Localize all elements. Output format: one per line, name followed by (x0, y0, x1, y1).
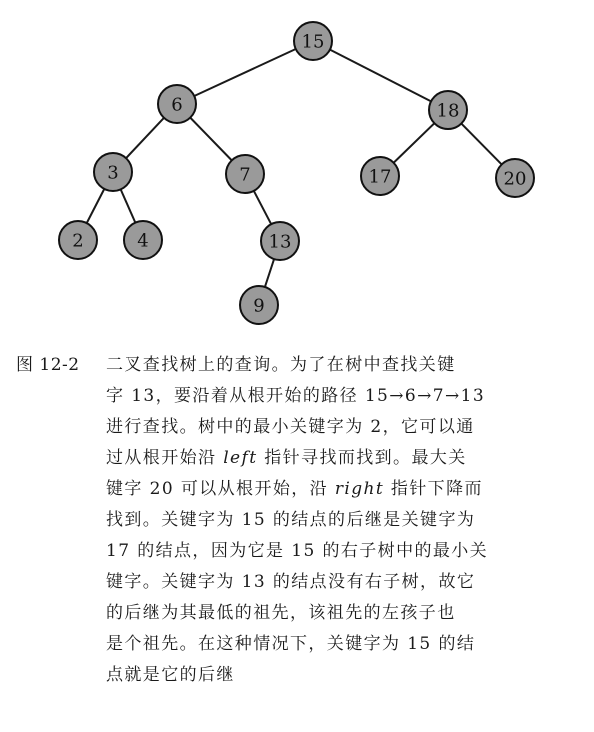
caption-code-term: left (223, 448, 258, 468)
tree-node-key: 6 (171, 94, 183, 116)
figure-caption-text (106, 350, 582, 691)
tree-node (294, 22, 332, 60)
caption-line (106, 505, 582, 536)
caption-text: 进行查找。树中的最小关键字为 2，它可以通 (106, 417, 475, 437)
tree-edge (194, 49, 296, 96)
tree-edge (121, 189, 136, 222)
caption-line (106, 660, 582, 691)
tree-node (94, 153, 132, 191)
tree-node (158, 85, 196, 123)
caption-text: 字 13，要沿着从根开始的路径 15→6→7→13 (106, 386, 486, 406)
tree-edge (190, 118, 232, 161)
tree-edge (254, 191, 271, 224)
caption-text: 键字。关键字为 13 的结点没有右子树，故它 (106, 572, 476, 592)
tree-node-key: 9 (253, 295, 265, 317)
binary-search-tree-diagram (0, 0, 594, 340)
tree-edge (87, 189, 105, 223)
tree-node (226, 155, 264, 193)
tree-node (361, 157, 399, 195)
caption-text: 键字 20 可以从根开始，沿 (106, 479, 335, 499)
tree-node (261, 222, 299, 260)
caption-text: 过从根开始沿 (106, 448, 224, 468)
tree-node (429, 91, 467, 129)
tree-node-key: 18 (436, 100, 460, 122)
caption-text: 指针下降而 (384, 479, 483, 499)
caption-text: 二叉查找树上的查询。为了在树中查找关键 (106, 355, 456, 375)
caption-text: 的后继为其最低的祖先，该祖先的左孩子也 (106, 603, 456, 623)
tree-edge (126, 118, 164, 158)
caption-line (106, 443, 582, 474)
caption-line (106, 536, 582, 567)
caption-line (106, 381, 582, 412)
tree-edge (330, 50, 431, 102)
caption-text: 是个祖先。在这种情况下，关键字为 15 的结 (106, 634, 476, 654)
tree-node (59, 221, 97, 259)
tree-node-key: 7 (239, 164, 251, 186)
caption-line (106, 629, 582, 660)
caption-line (106, 567, 582, 598)
tree-node-key: 13 (268, 231, 292, 253)
tree-edge (394, 123, 435, 163)
tree-edge (461, 124, 501, 165)
tree-nodes (59, 22, 534, 324)
tree-node-key: 3 (107, 162, 119, 184)
caption-line (106, 474, 582, 505)
caption-text: 点就是它的后继 (106, 665, 235, 685)
caption-line (106, 350, 582, 381)
caption-code-term: right (334, 479, 385, 499)
tree-node-key: 17 (368, 166, 392, 188)
caption-line (106, 412, 582, 443)
tree-edge (265, 259, 274, 287)
tree-node-key: 4 (137, 230, 149, 252)
figure-label: 图 12-2 (16, 355, 80, 375)
caption-text: 指针寻找而找到。最大关 (257, 448, 467, 468)
tree-node (124, 221, 162, 259)
tree-node (240, 286, 278, 324)
caption-text: 找到。关键字为 15 的结点的后继是关键字为 (106, 510, 476, 530)
caption-line (106, 598, 582, 629)
tree-node-key: 20 (503, 168, 527, 190)
tree-node-key: 15 (301, 31, 325, 53)
tree-node-key: 2 (72, 230, 84, 252)
caption-text: 17 的结点，因为它是 15 的右子树中的最小关 (106, 541, 489, 561)
tree-node (496, 159, 534, 197)
